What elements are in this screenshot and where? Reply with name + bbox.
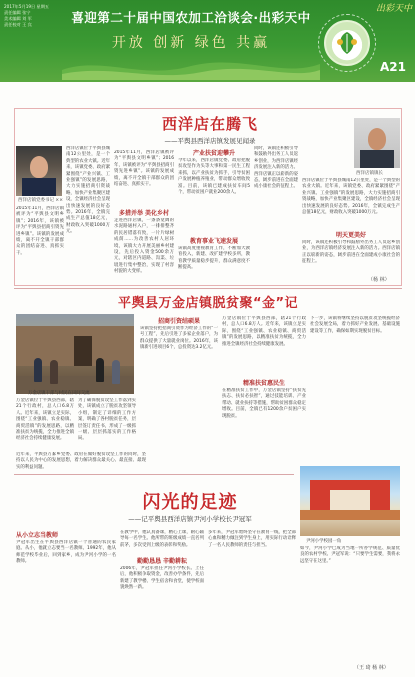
header-banner [62,4,320,78]
article3-col2: 在教学中，他认真备课，精心上课，耐心辅导每一名学生。他所带的班级成绩一直名列前茅，多次受到上级的表彰和奖励。 [120,530,204,548]
header-title: 喜迎第二十届中国农加工洽谈会·出彩天中 [71,10,311,25]
portrait-shirt [360,150,394,168]
portrait-town-mayor [354,118,400,168]
article2-photo-caption: 万金店镇干部与村民在田间交流 [28,391,90,396]
article1-col4: 今年以来，西洋店镇党委、政府把脱贫攻坚作为头等大事和第一民生工程来抓，以产业扶贫为抓手，引导贫困户发展种植养殖业，带动群众增收致富。目前，该镇已建成扶贫车间5个，带动贫困户就业200余人。 [178,158,250,196]
article1-subtitle: ——平舆县西洋店镇发展见闻录 [164,137,256,145]
article3-title: 闪光的足迹 [142,492,238,513]
article3-col4: 多年来，尹冠军始终坚守在教育一线，把全部心血和精力倾注到学生身上，用实际行动诠释了一名人民教师的责任与担当。 [208,530,296,548]
article1-subhead-left: 多措并举 美化乡村 [118,210,170,217]
article1-subhead-mid2: 教育事业飞速发展 [189,238,238,245]
portrait-face [368,128,386,150]
article2-col4a: 万金店镇位于平舆县西部，辖21个行政村，总人口6.8万人。近年来，该镇立足实际，围绕“工业强镇、农业稳镇、商贸活镇”的发展思路，以精准扶贫为统揽，全力推进全镇经济社会持续健康发展。 [222,316,306,347]
section-divider [14,474,294,475]
article2-photo [16,314,134,394]
article2-col3: 该镇坚持把招商引资作为经济工作的“一号工程”，先后引进了多家企业落户，为群众提供了大量就业岗位。2016年，该镇新引进项目6个，总投资达3.2亿元。 [140,326,218,351]
article3-subtitle: ——记平舆县西洋店镇尹河小学校长尹冠军 [128,515,252,523]
article2-col1: 万金店镇位于平舆县西部，辖21个行政村，总人口6.8万人。近年来，该镇立足实际，围绕“工业强镇、农业稳镇、商贸活镇”的发展思路，以精准扶贫为统揽，全力推进全镇经济社会持续健康发展。 [16,398,74,442]
article3-photo-caption: 尹河小学校园一角 [306,539,342,544]
article2-col2: 为了确保脱贫攻坚工作落到实处，该镇成立了脱贫攻坚领导小组，制定了详细的工作方案，明确了各村脱贫任务，层层签订责任书，形成了一级抓一级、层层抓落实的工作格局。 [78,398,136,442]
article2-col5: 下一步，该镇将继续坚持以脱贫攻坚统揽经济社会发展全局，着力抓好产业发展、基础设施建设等工作，确保如期实现脱贫目标。 [310,316,400,334]
issue-meta [4,4,64,28]
article1-col7: 西洋店镇位于平舆县城南12公里处，是一个典型的农业大镇。近年来，该镇党委、政府紧紧围绕“产业兴镇、工业强镇”的发展思路，大力实施招商引资战略，加快产业集聚区建设，全镇经济社会呈现出快速发展的良好态势。2016年，全镇完成生产总值18亿元，财政收入突破1000万元。 [302,178,400,216]
photo-school-wall [300,510,400,520]
expo-logo-icon [324,20,370,66]
article1-author: （杨 林） [368,277,390,283]
article3-col1: 尹冠军出生在平舆县西洋店镇一个普通的农民家庭。从小，他就立志要当一名教师。1992年，他从师范学校毕业后，回到家乡，成为尹河小学的一名教师。 [16,540,116,565]
article3-col3: 2006年，尹冠军担任尹河小学校长。上任后，他积极争取资金，改善办学条件，先后新建了教学楼、学生宿舍和食堂，使学校面貌焕然一新。 [120,566,204,591]
section-divider [14,288,402,289]
art-editor: 美术编辑 刘 军 [4,16,32,21]
portrait-face [30,156,48,178]
article3-col5: 如今，尹河小学已成为当地一所办学规范、质量优良的农村学校。尹冠军说：“只要学生需要，我将永远坚守在这里。” [300,546,400,564]
article1-subhead-right: 明天更美好 [335,232,366,239]
photo-person [112,360,120,384]
portrait-right-caption: 西洋店镇镇长 [356,171,383,176]
issue-date: 2017年5月19日 星期五 [4,4,50,9]
page-header [0,0,415,82]
article3-author: （王 琦 杨 林） [354,665,389,671]
article3-lead: 近年来，平舆县万冢乡党委、政府在做好脱贫攻坚工作的同时，坚持以人民为中心的发展思想，着力解决群众最关心、最直接、最现实的利益问题。 [16,452,146,470]
article2-subhead2: 精准扶贫惠民生 [242,380,285,387]
wave-decoration-icon [62,56,320,80]
article1-col8: 同时，该镇还积极引导和鼓励外出务工人员返乡创业，为西洋店镇经济发展注入新的活力。西洋店镇正以崭新的姿态，阔步前进在全面建成小康社会的征程上。 [302,240,400,265]
article1-col5: 该镇高度重视教育工作，不断加大教育投入，新建、改扩建学校多所，教育教学质量稳步提升，群众满意度不断提高。 [178,246,250,271]
article3-subhead1: 从小立志当教师 [16,532,59,539]
portrait-shirt [22,178,56,196]
article1-title: 西洋店在腾飞 [161,115,258,133]
header-tagline: 出彩天中 [376,4,413,14]
article3-subhead2: 勤勤恳恳 辛勤耕耘 [136,558,188,565]
portrait-left-caption: 西洋店镇党委书记 ×× [18,198,63,203]
editor: 责任编辑 张宁 [4,10,31,15]
photo-door [74,336,92,366]
article2-title: 平舆县万金店镇脱贫聚“金”记 [117,296,299,311]
article1-col1: 西洋店镇位于平舆县城南12公里处，是一个典型的农业大镇。近年来，该镇党委、政府紧紧围绕“产业兴镇、工业强镇”的发展思路，大力实施招商引资战略，加快产业集聚区建设，全镇经济社会呈现出快速发展的良好态势。2016年，全镇完成生产总值18亿元，财政收入突破1000万元。 [66,146,110,235]
photo-person [50,360,58,384]
photo-person [96,358,104,382]
portrait-party-secretary [16,146,62,196]
article1-col6: 同时，该镇还积极引导和鼓励外出务工人员返乡创业，为西洋店镇经济发展注入新的活力。西洋店镇正以崭新的姿态，阔步前进在全面建成小康社会的征程上。 [254,146,298,190]
photo-person [34,358,42,382]
page-number: A21 [380,60,406,74]
article2-subhead1: 招商引资结硕果 [157,318,200,325]
article1-col3a: 2015年11月，西洋店镇被评为“平舆县文明乡镇”；2016年，该镇被评为“平舆县招商引资先进乡镇”。该镇的发展成绩，离不开全镇干部群众的团结奋进、真抓实干。 [114,150,174,188]
article1-subhead-mid1: 产业扶贫迎攀升 [192,150,235,157]
article2-col4: 在精准扶贫工作中，万金店镇坚持“扶贫先扶志、扶贫必扶智”，通过技能培训、产业带动、就业扶持等措施，帮助贫困群众稳定增收。目前，全镇已有1200余户贫困户实现脱贫。 [222,388,306,419]
article1-col3: 走进西洋店镇，一条条宽阔的水泥路通村入户，一排排整齐的民居错落有致，一片片绿树成荫……为改善农村人居环境，该镇大力开展美丽乡村建设，先后投入资金500余万元，对辖区内道路、沟渠、垃圾进行集中整治，实现了村容村貌的大变样。 [114,218,174,275]
article1-col2: 2015年11月，西洋店镇被评为“平舆县文明乡镇”；2016年，该镇被评为“平舆县招商引资先进乡镇”。该镇的发展成绩，离不开全镇干部群众的团结奋进、真抓实干。 [16,206,64,256]
header-slogan: 开放 创新 绿色 共赢 [111,35,271,51]
article3-photo [300,466,400,536]
photo-gate-opening [330,490,370,512]
proofreader: 责任校对 王 宾 [4,22,32,27]
